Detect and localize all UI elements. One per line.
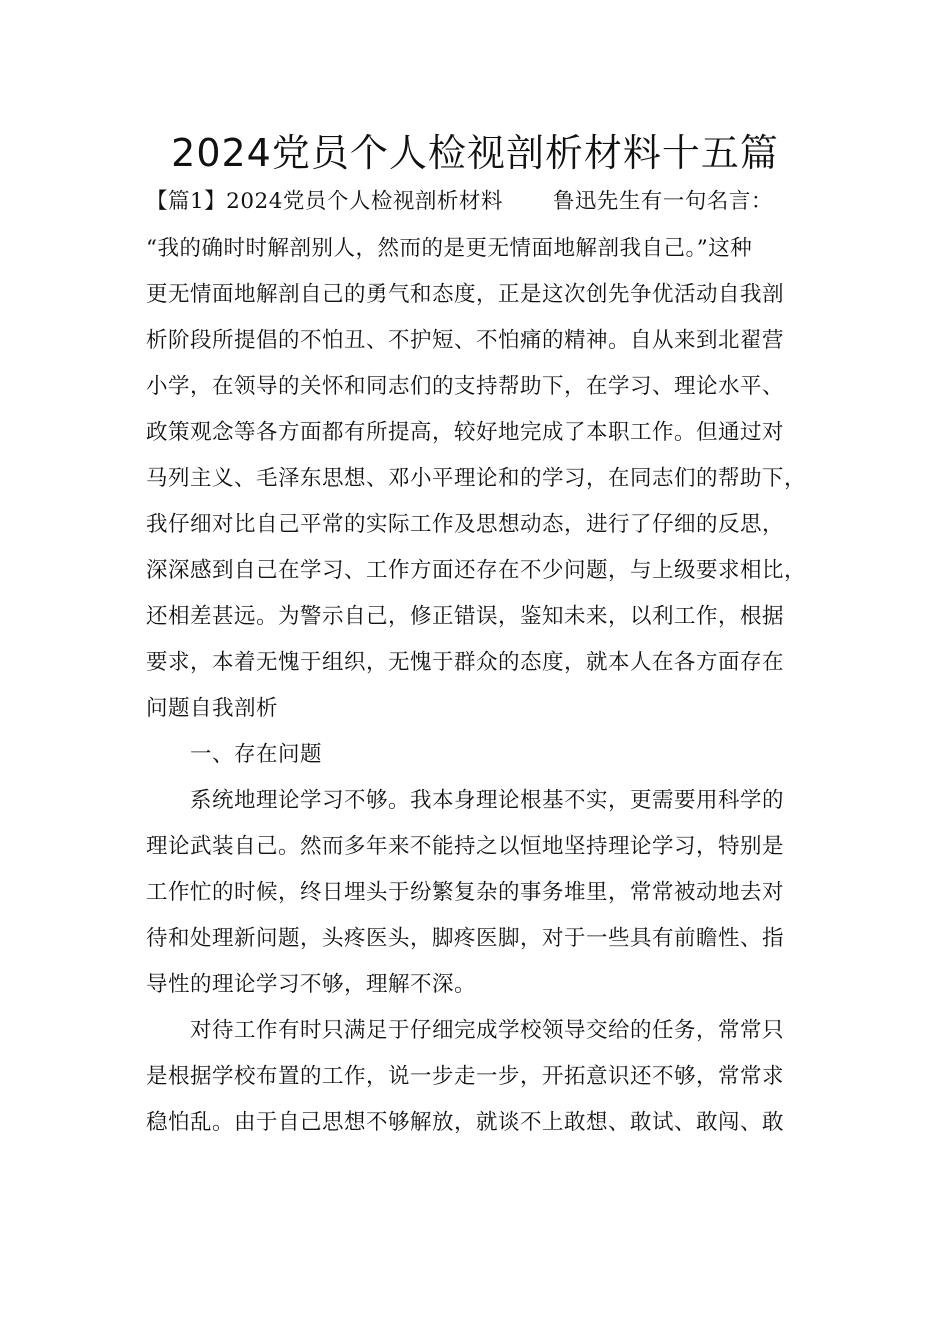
paragraph-line: 析阶段所提倡的不怕丑、不护短、不怕痛的精神。自从来到北翟营 — [146, 328, 785, 353]
paragraph-line: 是根据学校布置的工作，说一步走一步，开拓意识还不够，常常求 — [146, 1064, 785, 1089]
paragraph-line: 理论武装自己。然而多年来不能持之以恒地坚持理论学习，特别是 — [146, 834, 785, 859]
paragraph-line: 政策观念等各方面都有所提高，较好地完成了本职工作。但通过对 — [146, 420, 785, 445]
paragraph-line: 小学，在领导的关怀和同志们的支持帮助下，在学习、理论水平、 — [146, 374, 785, 399]
paragraph-line: 待和处理新问题，头疼医头，脚疼医脚，对于一些具有前瞻性、指 — [146, 926, 785, 951]
paragraph-line: 导性的理论学习不够，理解不深。 — [146, 972, 477, 997]
article-heading: 【篇1】2024党员个人检视剖析材料 — [146, 189, 503, 214]
paragraph-line: 稳怕乱。由于自己思想不够解放，就谈不上敢想、敢试、敢闯、敢 — [146, 1110, 785, 1135]
paragraph-line: 还相差甚远。为警示自己，修正错误，鉴知未来，以利工作，根据 — [146, 604, 785, 629]
paragraph-line: 要求，本着无愧于组织，无愧于群众的态度，就本人在各方面存在 — [146, 650, 785, 675]
paragraph-line: “我的确时时解剖别人，然而的是更无情面地解剖我自己。”这种 — [146, 236, 753, 261]
paragraph-line: 我仔细对比自己平常的实际工作及思想动态，进行了仔细的反思， — [146, 512, 785, 537]
quote-intro: 鲁迅先生有一句名言： — [552, 189, 773, 214]
paragraph-line: 对待工作有时只满足于仔细完成学校领导交给的任务，常常只 — [190, 1018, 785, 1043]
paragraph-line: 工作忙的时候，终日埋头于纷繁复杂的事务堆里，常常被动地去对 — [146, 880, 785, 905]
section-heading: 一、存在问题 — [190, 742, 323, 767]
first-line — [146, 187, 773, 217]
paragraph-line: 更无情面地解剖自己的勇气和态度，正是这次创先争优活动自我剖 — [146, 282, 785, 307]
paragraph-line: 马列主义、毛泽东思想、邓小平理论和的学习，在同志们的帮助下， — [146, 466, 807, 491]
document-title: 2024党员个人检视剖析材料十五篇 — [171, 131, 779, 175]
paragraph-line: 问题自我剖析 — [146, 696, 279, 721]
paragraph-line: 深深感到自己在学习、工作方面还存在不少问题，与上级要求相比， — [146, 558, 807, 583]
paragraph-line: 系统地理论学习不够。我本身理论根基不实，更需要用科学的 — [190, 788, 785, 813]
